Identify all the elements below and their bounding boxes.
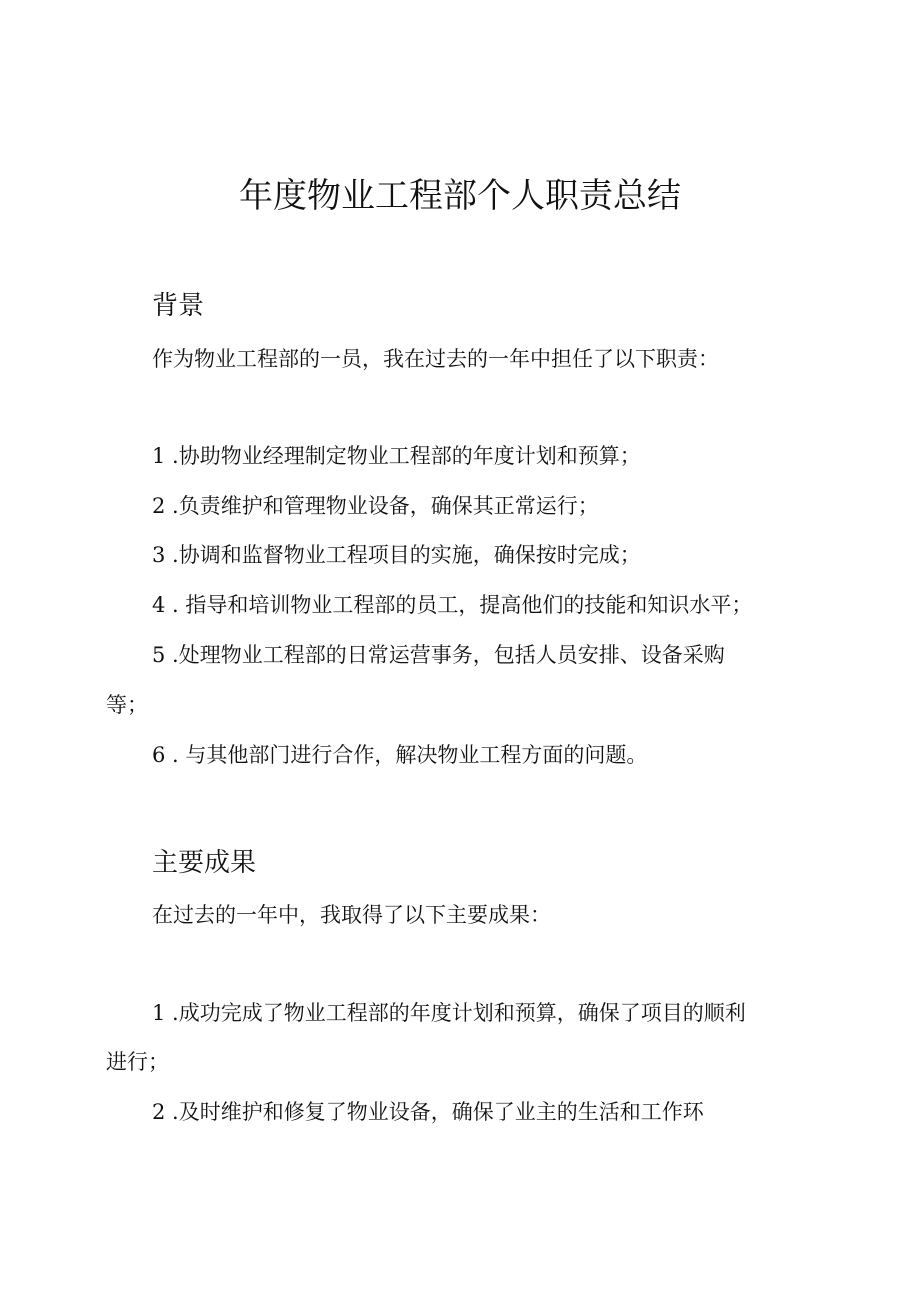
- section-heading-background: 背景: [152, 291, 205, 321]
- responsibility-item: 3 .协调和监督物业工程项目的实施，确保按时完成；: [152, 543, 641, 567]
- achievement-item: 2 .及时维护和修复了物业设备，确保了业主的生活和工作环: [152, 1100, 704, 1124]
- achievement-item-continuation: 进行；: [106, 1050, 169, 1074]
- responsibility-item-continuation: 等；: [106, 693, 148, 717]
- achievements-intro: 在过去的一年中，我取得了以下主要成果：: [152, 903, 551, 927]
- responsibility-item: 6 . 与其他部门进行合作，解决物业工程方面的问题。: [152, 743, 648, 767]
- section-heading-achievements: 主要成果: [152, 848, 257, 878]
- responsibility-item: 4 . 指导和培训物业工程部的员工，提高他们的技能和知识水平；: [152, 593, 753, 617]
- responsibility-item: 1 .协助物业经理制定物业工程部的年度计划和预算；: [152, 444, 641, 468]
- achievement-item: 1 .成功完成了物业工程部的年度计划和预算，确保了项目的顺利: [152, 1001, 746, 1025]
- document-title: 年度物业工程部个人职责总结: [239, 176, 681, 216]
- responsibility-item: 5 .处理物业工程部的日常运营事务，包括人员安排、设备采购: [152, 643, 725, 667]
- responsibility-item: 2 .负责维护和管理物业设备，确保其正常运行；: [152, 494, 599, 518]
- background-intro: 作为物业工程部的一员，我在过去的一年中担任了以下职责：: [152, 347, 719, 371]
